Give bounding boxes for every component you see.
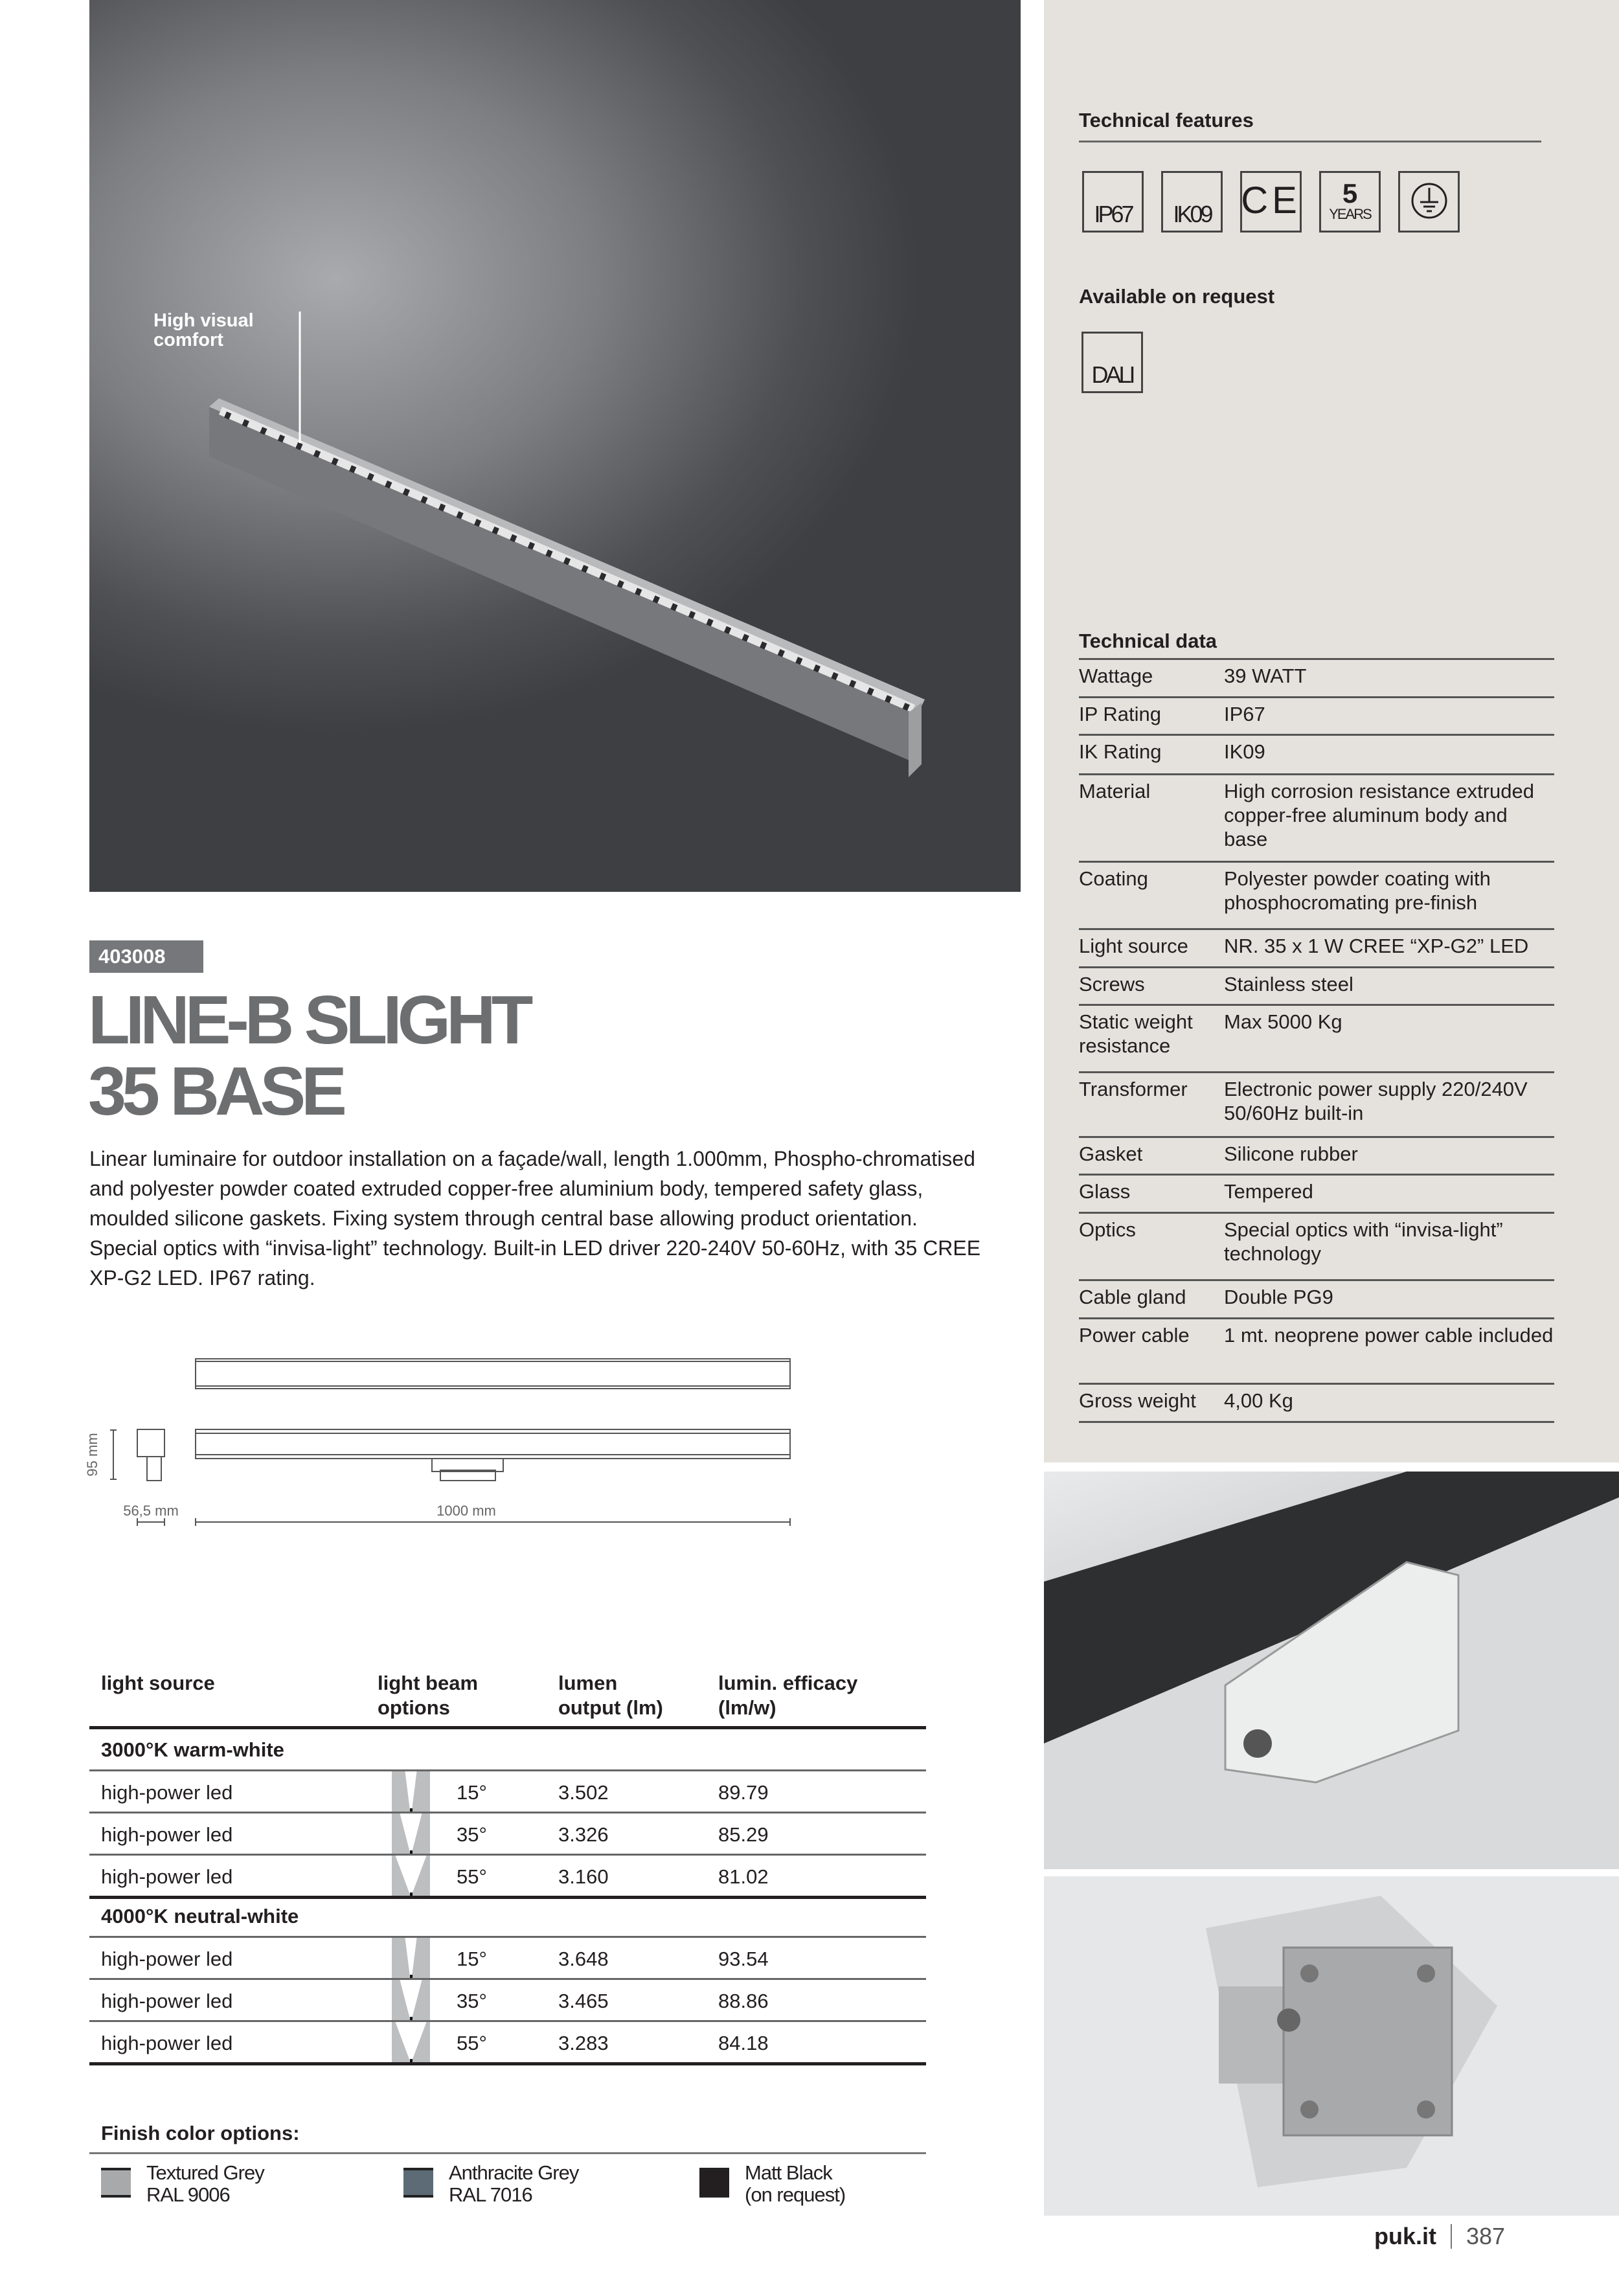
- efficacy-cell: 93.54: [718, 1948, 769, 1970]
- header-line: output (lm): [558, 1696, 663, 1719]
- tech-data-value: Silicone rubber: [1224, 1142, 1358, 1165]
- light-source-cell: high-power led: [101, 1990, 233, 2012]
- tech-data-label: Light source: [1079, 935, 1188, 957]
- tech-data-value: Electronic power supply 220/240V 50/60Hz built-in: [1224, 1078, 1528, 1124]
- header-line: light source: [101, 1672, 215, 1694]
- title-line: LINE-B SLIGHT: [88, 982, 529, 1058]
- tech-data-label: Coating: [1079, 867, 1148, 890]
- light-source-cell: high-power led: [101, 2032, 233, 2054]
- header-line: lumen: [558, 1672, 618, 1694]
- finish-name: Anthracite Grey: [449, 2161, 579, 2184]
- drawing-length-label: 1000 mm: [436, 1503, 496, 1519]
- tech-data-row: [1079, 660, 1554, 698]
- ik09-label: IK09: [1173, 201, 1211, 227]
- finish-code: RAL 9006: [146, 2183, 230, 2206]
- header-line: options: [378, 1696, 450, 1719]
- tech-data-value: 4,00 Kg: [1224, 1389, 1293, 1412]
- light-source-cell: high-power led: [101, 1865, 233, 1888]
- tech-data-label: Material: [1079, 780, 1151, 802]
- tech-data-value: Stainless steel: [1224, 973, 1353, 995]
- header-line: light beam: [378, 1672, 479, 1694]
- beam-angle-cell: 55°: [457, 2032, 487, 2054]
- tech-data-row: [1079, 1319, 1554, 1385]
- tech-data-label: Gasket: [1079, 1142, 1143, 1165]
- available-on-request-title: Available on request: [1079, 285, 1275, 308]
- efficacy-cell: 84.18: [718, 2032, 769, 2054]
- beam-angle-icon: [392, 1856, 430, 1896]
- callout-line: High visual: [153, 310, 254, 331]
- product-title: [88, 982, 529, 1130]
- lumen-cell: 3.502: [558, 1781, 609, 1804]
- tech-data-label: IK Rating: [1079, 740, 1162, 763]
- ce-label: CE: [1241, 179, 1301, 222]
- efficacy-cell: 85.29: [718, 1823, 769, 1846]
- tech-data-value: Special optics with “invisa-light” technology: [1224, 1218, 1503, 1265]
- beam-angle-icon: [392, 1813, 430, 1854]
- tech-data-value: IK09: [1224, 740, 1265, 763]
- site-name: puk.it: [1374, 2223, 1436, 2249]
- tech-data-row: [1079, 1281, 1554, 1319]
- tech-data-row: [1079, 930, 1554, 968]
- tech-data-row: [1079, 1006, 1554, 1073]
- beam-angle-icon: [392, 1771, 430, 1812]
- tech-data-label: Transformer: [1079, 1078, 1188, 1100]
- finish-swatch: [101, 2168, 131, 2198]
- tech-data-row: [1079, 1138, 1554, 1176]
- light-source-cell: high-power led: [101, 1823, 233, 1846]
- efficacy-cell: 89.79: [718, 1781, 769, 1804]
- light-source-cell: high-power led: [101, 1948, 233, 1970]
- warranty-years-label: YEARS: [1329, 205, 1371, 222]
- light-source-cell: high-power led: [101, 1781, 233, 1804]
- tech-data-row: [1079, 736, 1554, 775]
- tech-data-label: Optics: [1079, 1218, 1136, 1241]
- beam-angle-cell: 55°: [457, 1865, 487, 1888]
- drawing-width-label: 56,5 mm: [123, 1503, 179, 1519]
- tech-data-row: [1079, 775, 1554, 863]
- dali-label: DALI: [1091, 361, 1133, 388]
- drawing-height-label: 95 mm: [84, 1433, 100, 1477]
- beam-angle-icon: [392, 2022, 430, 2062]
- warranty-icon: [1319, 171, 1381, 233]
- detail-photo-rotation: [1044, 1876, 1619, 2216]
- group-title: 4000°K neutral-white: [101, 1905, 299, 1927]
- beam-angle-cell: 15°: [457, 1948, 487, 1970]
- efficacy-cell: 81.02: [718, 1865, 769, 1888]
- tech-data-value: NR. 35 x 1 W CREE “XP-G2” LED: [1224, 935, 1529, 957]
- footer-divider: [1451, 2224, 1452, 2249]
- table-rule: [89, 1812, 926, 1813]
- lumen-cell: 3.648: [558, 1948, 609, 1970]
- beam-angle-cell: 35°: [457, 1823, 487, 1846]
- tech-data-label: Cable gland: [1079, 1286, 1186, 1308]
- table-rule: [89, 1854, 926, 1856]
- tech-data-label: Static weight resistance: [1079, 1010, 1193, 1057]
- callout-high-visual-comfort: [153, 311, 254, 350]
- finish-label: [449, 2162, 578, 2206]
- lumen-cell: 3.326: [558, 1823, 609, 1846]
- technical-features-title: Technical features: [1079, 109, 1254, 131]
- tech-data-row: [1079, 1214, 1554, 1281]
- earth-ground-icon: [1398, 171, 1460, 233]
- tech-data-value: 39 WATT: [1224, 665, 1307, 687]
- product-code-badge: 403008: [89, 940, 203, 973]
- table-rule: [89, 1726, 926, 1729]
- callout-line: comfort: [153, 330, 223, 350]
- finish-name: Textured Grey: [146, 2161, 264, 2184]
- title-line: 35 BASE: [88, 1053, 343, 1130]
- page-number: 387: [1466, 2223, 1506, 2249]
- finish-options-title: Finish color options:: [101, 2122, 300, 2144]
- column-header: [718, 1671, 857, 1720]
- finish-name: Matt Black: [745, 2161, 832, 2184]
- tech-data-row: [1079, 1176, 1554, 1214]
- beam-angle-cell: 35°: [457, 1990, 487, 2012]
- column-header: [378, 1671, 478, 1720]
- tech-data-row: [1079, 863, 1554, 930]
- header-line: (lm/w): [718, 1696, 776, 1719]
- ip67-label: IP67: [1094, 201, 1132, 227]
- group-title: 3000°K warm-white: [101, 1738, 284, 1761]
- ip67-icon: [1082, 171, 1144, 233]
- tech-data-row: [1079, 698, 1554, 736]
- dali-icon: [1081, 332, 1143, 393]
- luminaire-illustration: [89, 0, 1021, 892]
- tech-data-row: [1079, 1385, 1554, 1423]
- tech-data-value: IP67: [1224, 703, 1265, 725]
- beam-angle-cell: 15°: [457, 1781, 487, 1804]
- ik09-icon: [1161, 171, 1223, 233]
- tech-data-value: Polyester powder coating with phosphocromating pre-finish: [1224, 867, 1491, 914]
- beam-angle-icon: [392, 1938, 430, 1978]
- tech-data-label: IP Rating: [1079, 703, 1161, 725]
- ce-mark-icon: [1240, 171, 1302, 233]
- tech-data-value: 1 mt. neoprene power cable included: [1224, 1324, 1554, 1347]
- tech-data-value: Max 5000 Kg: [1224, 1010, 1342, 1033]
- table-rule: [89, 1896, 926, 1899]
- lumen-cell: 3.465: [558, 1990, 609, 2012]
- lumen-cell: 3.283: [558, 2032, 609, 2054]
- detail-photo-base: [1044, 1472, 1619, 1869]
- table-rule: [89, 2020, 926, 2022]
- tech-data-value: Double PG9: [1224, 1286, 1333, 1308]
- warranty-years-number: 5: [1342, 177, 1358, 209]
- header-line: lumin. efficacy: [718, 1672, 858, 1694]
- tech-data-label: Power cable: [1079, 1324, 1190, 1347]
- column-header: [101, 1671, 215, 1696]
- table-rule: [89, 2062, 926, 2065]
- divider: [1079, 141, 1541, 142]
- tech-data-value: High corrosion resistance extruded copper-free aluminum body and base: [1224, 780, 1535, 850]
- column-header: [558, 1671, 663, 1720]
- finish-code: RAL 7016: [449, 2183, 532, 2206]
- page-footer: [1374, 2223, 1505, 2250]
- tech-data-row: [1079, 968, 1554, 1006]
- table-rule: [89, 1936, 926, 1938]
- finish-label: [745, 2162, 845, 2206]
- finish-code: (on request): [745, 2183, 846, 2206]
- technical-data-title: Technical data: [1079, 630, 1217, 652]
- divider: [89, 2152, 926, 2154]
- finish-swatch: [699, 2168, 729, 2198]
- technical-drawing: [84, 1328, 797, 1535]
- tech-data-label: Glass: [1079, 1180, 1131, 1203]
- finish-label: [146, 2162, 264, 2206]
- lumen-cell: 3.160: [558, 1865, 609, 1888]
- product-description: Linear luminaire for outdoor installation on a façade/wall, length 1.000mm, Phospho-chromatised and polyester powder coated extruded copper-free aluminium body, tempered safety glass, moulded silicone gaskets. Fixing system through central base allowing product orientation. Special optics with “invisa-light” technology. Built-in LED driver 220-240V 50-60Hz, with 35 CREE XP-G2 LED. IP67 rating.: [89, 1147, 981, 1290]
- efficacy-cell: 88.86: [718, 1990, 769, 2012]
- beam-angle-icon: [392, 1980, 430, 2020]
- tech-data-value: Tempered: [1224, 1180, 1313, 1203]
- tech-data-label: Wattage: [1079, 665, 1153, 687]
- tech-data-label: Screws: [1079, 973, 1145, 995]
- table-rule: [89, 1769, 926, 1771]
- tech-data-row: [1079, 1073, 1554, 1138]
- product-hero-photo: [89, 0, 1021, 892]
- tech-data-label: Gross weight: [1079, 1389, 1196, 1412]
- finish-swatch: [403, 2168, 433, 2198]
- table-rule: [89, 1978, 926, 1980]
